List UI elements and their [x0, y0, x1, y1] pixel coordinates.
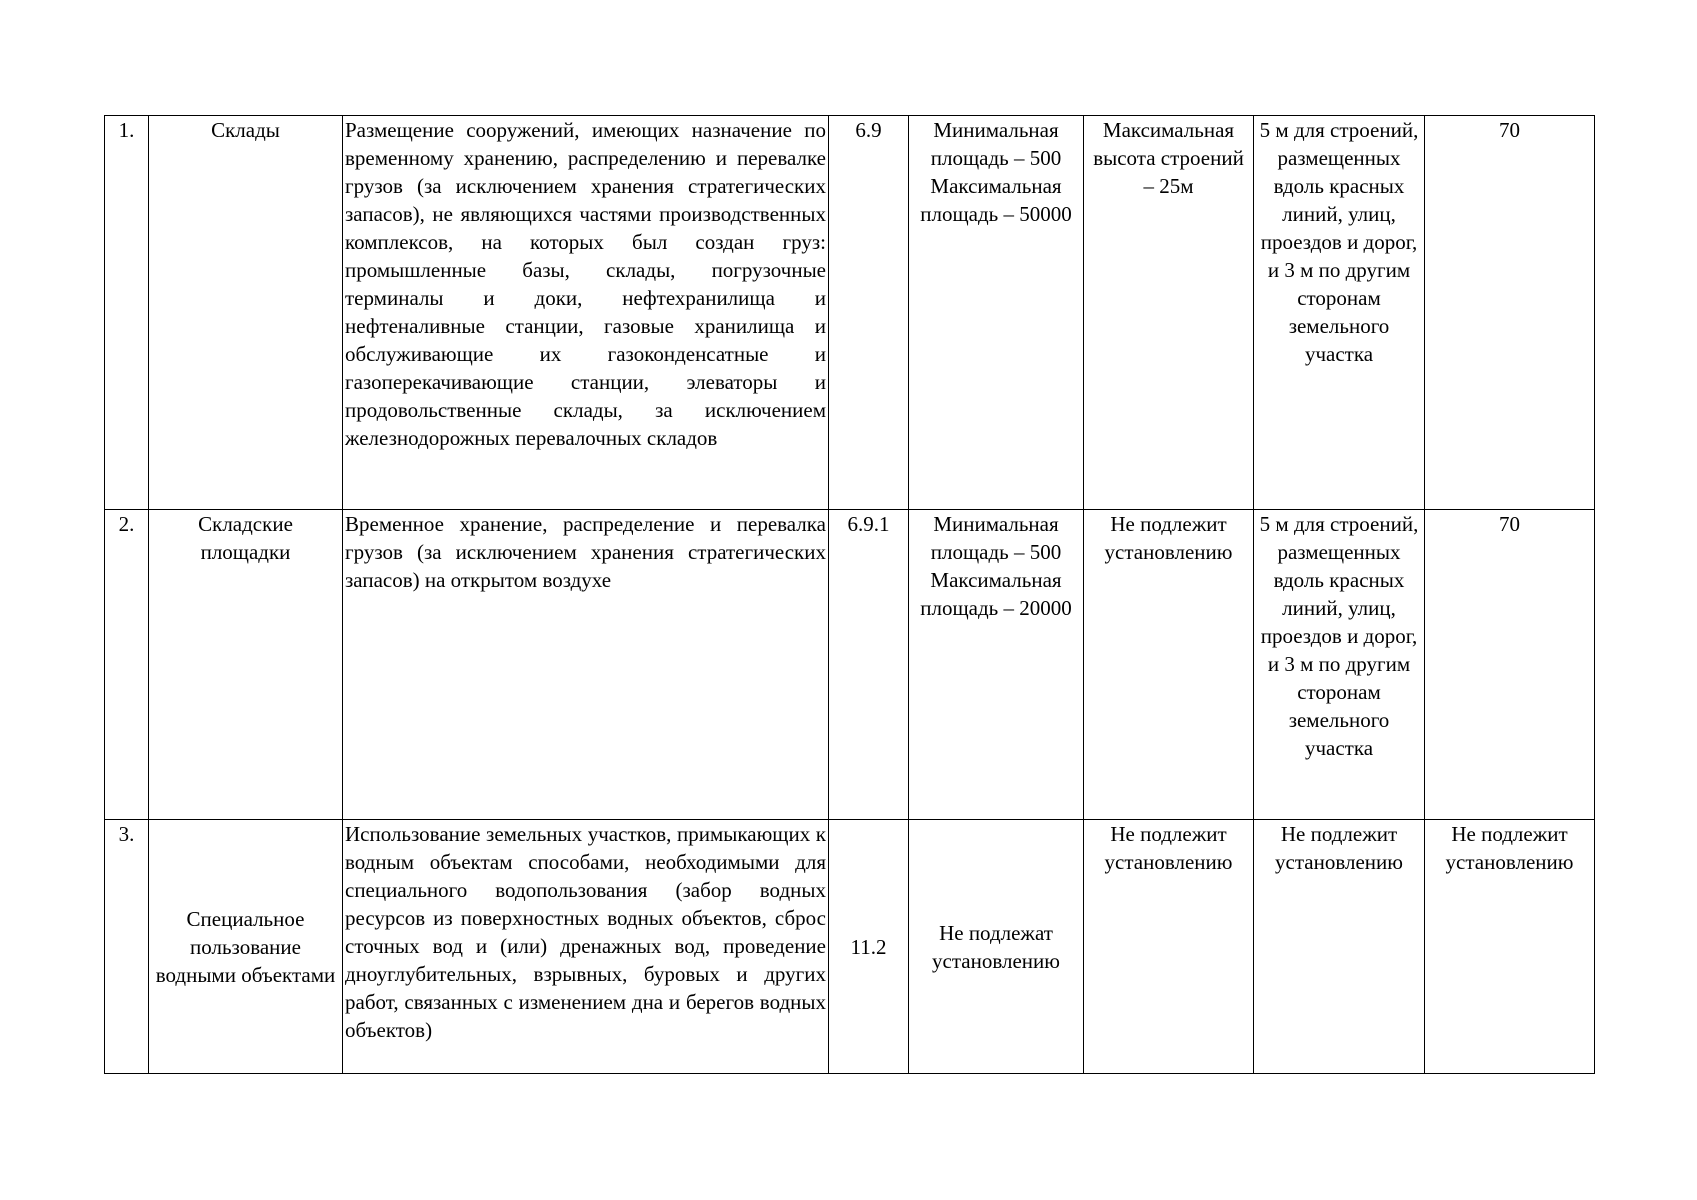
use-type-description: Использование земельных участков, примыкающих к водным объектам способами, необходимыми для специального водопользования (забор водных ресурсов из поверхностных водных объектов, сброс сточных вод и (или) дренажных вод, проведение дноуглубительных, взрывных, буровых и других работ, связанных с изменением дна и берегов водных объектов) — [343, 820, 829, 1074]
table-row — [105, 510, 1595, 820]
building-height-limit: Не подлежит установлению — [1084, 510, 1254, 820]
setback-limits: Не подлежит установлению — [1254, 820, 1425, 1074]
setback-limits: 5 м для строений, размещенных вдоль красных линий, улиц, проездов и дорог, и 3 м по другим сторонам земельного участка — [1254, 116, 1425, 510]
land-use-table — [104, 115, 1595, 1074]
plot-coverage-percent: Не подлежит установлению — [1425, 820, 1595, 1074]
use-type-description: Размещение сооружений, имеющих назначение по временному хранению, распределению и перевалке грузов (за исключением хранения стратегических запасов), не являющихся частями производственных комплексов, на которых был создан груз: промышленные базы, склады, погрузочные терминалы и доки, нефтехранилища и нефтеналивные станции, газовые хранилища и обслуживающие их газоконденсатные и газоперекачивающие станции, элеваторы и продовольственные склады, за исключением железнодорожных перевалочных складов — [343, 116, 829, 510]
plot-area-limits: Не подлежат установлению — [909, 820, 1084, 1074]
plot-area-limits: Минимальная площадь – 500 Максимальная площадь – 20000 — [909, 510, 1084, 820]
classifier-code: 6.9.1 — [829, 510, 909, 820]
table-row — [105, 820, 1595, 1074]
row-number: 2. — [105, 510, 149, 820]
building-height-limit: Максимальная высота строений – 25м — [1084, 116, 1254, 510]
table-row — [105, 116, 1595, 510]
plot-area-limits: Минимальная площадь – 500 Максимальная площадь – 50000 — [909, 116, 1084, 510]
use-type-description: Временное хранение, распределение и перевалка грузов (за исключением хранения стратегических запасов) на открытом воздухе — [343, 510, 829, 820]
plot-coverage-percent: 70 — [1425, 116, 1595, 510]
building-height-limit: Не подлежит установлению — [1084, 820, 1254, 1074]
plot-coverage-percent: 70 — [1425, 510, 1595, 820]
use-type-name: Специальное пользование водными объектами — [149, 820, 343, 1074]
setback-limits: 5 м для строений, размещенных вдоль красных линий, улиц, проездов и дорог, и 3 м по другим сторонам земельного участка — [1254, 510, 1425, 820]
row-number: 3. — [105, 820, 149, 1074]
use-type-name: Складские площадки — [149, 510, 343, 820]
row-number: 1. — [105, 116, 149, 510]
classifier-code: 11.2 — [829, 820, 909, 1074]
classifier-code: 6.9 — [829, 116, 909, 510]
use-type-name: Склады — [149, 116, 343, 510]
